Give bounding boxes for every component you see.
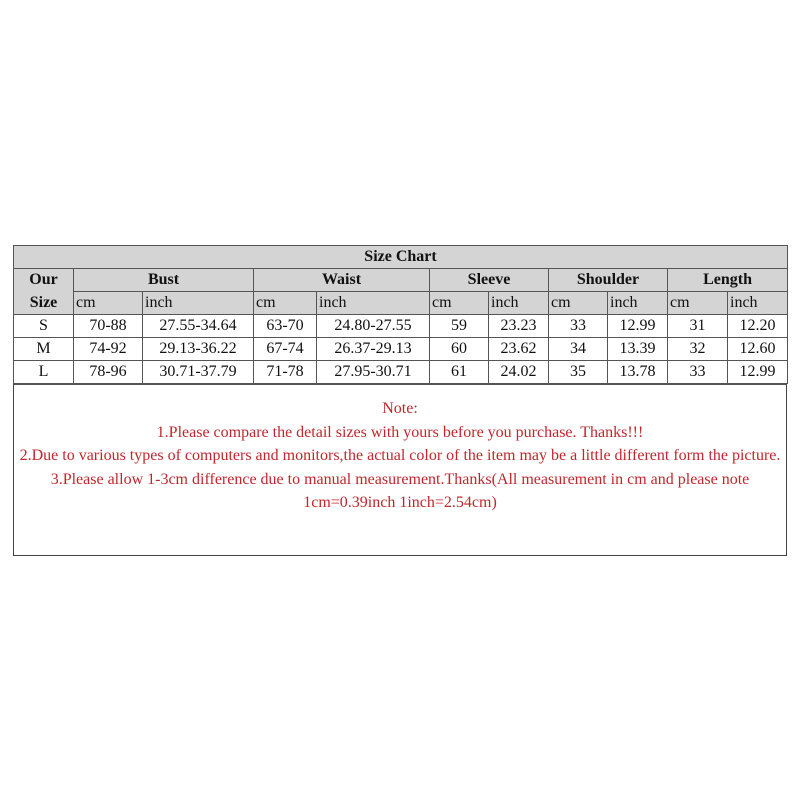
table-cell: 23.62 — [489, 338, 549, 361]
table-cell: 23.23 — [489, 315, 549, 338]
table-row — [14, 315, 788, 338]
note-line-3: 3.Please allow 1-3cm difference due to manual measurement.Thanks(All measurement in cm and please note 1cm=0.39inch 1inch=2.54cm) — [50, 470, 750, 511]
table-cell: 12.99 — [608, 315, 668, 338]
table-cell: 31 — [668, 315, 728, 338]
table-cell: 61 — [430, 361, 489, 384]
our-size-header-line1: Our — [14, 269, 74, 292]
table-cell: 24.80-27.55 — [317, 315, 430, 338]
group-header-waist: Waist — [254, 269, 430, 292]
table-cell: 27.55-34.64 — [143, 315, 254, 338]
table-cell: 29.13-36.22 — [143, 338, 254, 361]
table-cell: 34 — [549, 338, 608, 361]
unit-header: inch — [608, 292, 668, 315]
notes-heading: Note: — [382, 400, 418, 417]
table-cell: 71-78 — [254, 361, 317, 384]
size-chart-container — [13, 245, 787, 556]
table-cell: 70-88 — [74, 315, 143, 338]
table-cell: 12.20 — [728, 315, 788, 338]
unit-header: cm — [549, 292, 608, 315]
size-cell: L — [14, 361, 74, 384]
table-cell: 35 — [549, 361, 608, 384]
table-cell: 63-70 — [254, 315, 317, 338]
group-header-sleeve: Sleeve — [430, 269, 549, 292]
note-line-1: 1.Please compare the detail sizes with yours before you purchase. Thanks!!! — [156, 423, 644, 441]
size-cell: S — [14, 315, 74, 338]
unit-header: cm — [668, 292, 728, 315]
table-cell: 32 — [668, 338, 728, 361]
size-chart-table — [13, 245, 788, 384]
group-header-length: Length — [668, 269, 788, 292]
table-cell: 27.95-30.71 — [317, 361, 430, 384]
table-cell: 12.99 — [728, 361, 788, 384]
size-cell: M — [14, 338, 74, 361]
table-row — [14, 338, 788, 361]
table-cell: 24.02 — [489, 361, 549, 384]
table-cell: 26.37-29.13 — [317, 338, 430, 361]
table-cell: 12.60 — [728, 338, 788, 361]
group-header-shoulder: Shoulder — [549, 269, 668, 292]
table-cell: 13.39 — [608, 338, 668, 361]
table-cell: 67-74 — [254, 338, 317, 361]
table-cell: 33 — [668, 361, 728, 384]
table-cell: 30.71-37.79 — [143, 361, 254, 384]
notes-section — [13, 384, 787, 556]
table-cell: 74-92 — [74, 338, 143, 361]
note-line-2: 2.Due to various types of computers and monitors,the actual color of the item may be a little different form the picture. — [19, 447, 781, 464]
table-cell: 13.78 — [608, 361, 668, 384]
unit-header: inch — [489, 292, 549, 315]
chart-title: Size Chart — [14, 246, 788, 269]
table-cell: 33 — [549, 315, 608, 338]
unit-header: inch — [728, 292, 788, 315]
our-size-header-line2: Size — [14, 292, 74, 315]
unit-header: inch — [317, 292, 430, 315]
table-cell: 60 — [430, 338, 489, 361]
unit-header: cm — [74, 292, 143, 315]
table-cell: 59 — [430, 315, 489, 338]
table-cell: 78-96 — [74, 361, 143, 384]
group-header-bust: Bust — [74, 269, 254, 292]
unit-header: inch — [143, 292, 254, 315]
unit-header: cm — [254, 292, 317, 315]
table-row — [14, 361, 788, 384]
unit-header: cm — [430, 292, 489, 315]
